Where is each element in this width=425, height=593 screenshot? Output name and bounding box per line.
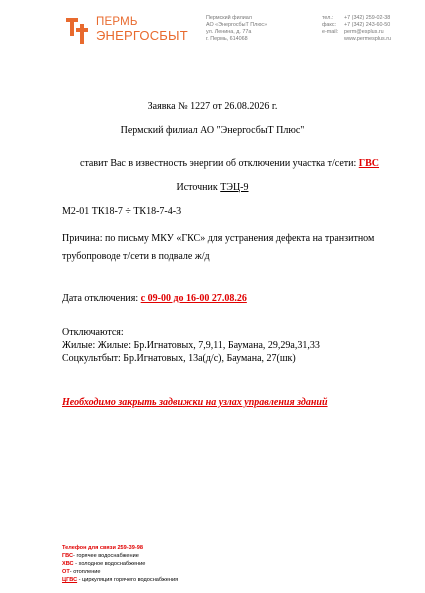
reason-line-1: Причина: по письму МКУ «ГКС» для устранения дефекта на транзитном [62, 233, 375, 244]
source-line [0, 181, 425, 194]
contact-phone [322, 15, 391, 22]
contact-label: тел.: [322, 15, 334, 21]
notice-text: ставит Вас в известность энергии об отключении участка т/сети: [80, 158, 357, 169]
legend-code: ГВС [62, 553, 74, 559]
legend-code: ЦГВС [62, 577, 78, 583]
logo-line-2: ЭНЕРГОСБЫТ [96, 28, 188, 43]
date-label: Дата отключения: [62, 293, 139, 304]
source-value: ТЭЦ-9 [220, 182, 249, 193]
social-list: Соцкультбыт: Бр.Игнатовых, 13а(д/с), Баумана, 27(шк) [62, 353, 296, 364]
legend-text: - циркуляция горячего водоснабжения [77, 577, 179, 583]
contact-label: факс: [322, 22, 337, 28]
contact-value: perm@esplus.ru [344, 29, 384, 35]
date-value: с 09-00 до 16-00 27.08.26 [140, 293, 247, 304]
contact-value: +7 (342) 243-60-50 [344, 22, 391, 28]
legend-item [62, 560, 178, 568]
organization-address [206, 15, 267, 43]
contact-label: e-mail: [322, 29, 339, 35]
network-section: М2-01 ТК18-7 ÷ ТК18-7-4-3 [62, 206, 182, 217]
reason-line-2: трубопроводе т/сети в подвале ж/д [62, 251, 210, 262]
legend-code: ОТ [62, 569, 70, 575]
valve-warning: Необходимо закрыть задвижки на узлах управления зданий [62, 397, 328, 408]
request-number: Заявка № 1227 от 26.08.2026 г. [147, 101, 278, 112]
legend-text: - холодное водоснабжение [73, 561, 146, 567]
legend-item [62, 568, 178, 576]
contact-value: www.permesplus.ru [344, 36, 392, 42]
company-logo [64, 14, 194, 50]
legend-text: - горячее водоснабжение [73, 553, 139, 559]
contact-block [322, 15, 391, 43]
legend-text: - отопление [69, 569, 101, 575]
contact-phone-line: Телефон для связи 259-39-98 [62, 545, 143, 551]
network-type: ГВС [358, 158, 380, 169]
org-line: АО «ЭнергосбыТ Плюс» [206, 22, 268, 28]
footer-legend [62, 544, 178, 584]
logo-line-1: ПЕРМЬ [96, 16, 138, 28]
outage-date-line [62, 292, 412, 305]
org-line: Пермский филиал [206, 15, 252, 21]
notice-line [80, 157, 410, 170]
residential-list: Жилые: Жилые: Бр.Игнатовых, 7,9,11, Баумана, 29,29а,31,33 [62, 340, 320, 351]
contact-email [322, 29, 391, 36]
legend-item [62, 576, 178, 584]
logo-mark-icon [64, 14, 90, 48]
legend-code: ХВС [62, 561, 74, 567]
contact-website [322, 36, 391, 43]
branch-name: Пермский филиал АО "ЭнергосбыТ Плюс" [120, 125, 305, 136]
legend-item [62, 552, 178, 560]
contact-fax [322, 22, 391, 29]
org-line: ул. Ленина, д. 77а [206, 29, 252, 35]
disconnected-label: Отключаются: [62, 327, 124, 338]
source-label: Источник [176, 182, 218, 193]
letterhead [0, 0, 425, 60]
contact-value: +7 (342) 259-02-38 [344, 15, 391, 21]
org-line: г. Пермь, 614068 [206, 36, 248, 42]
logo-wordmark [96, 16, 188, 42]
